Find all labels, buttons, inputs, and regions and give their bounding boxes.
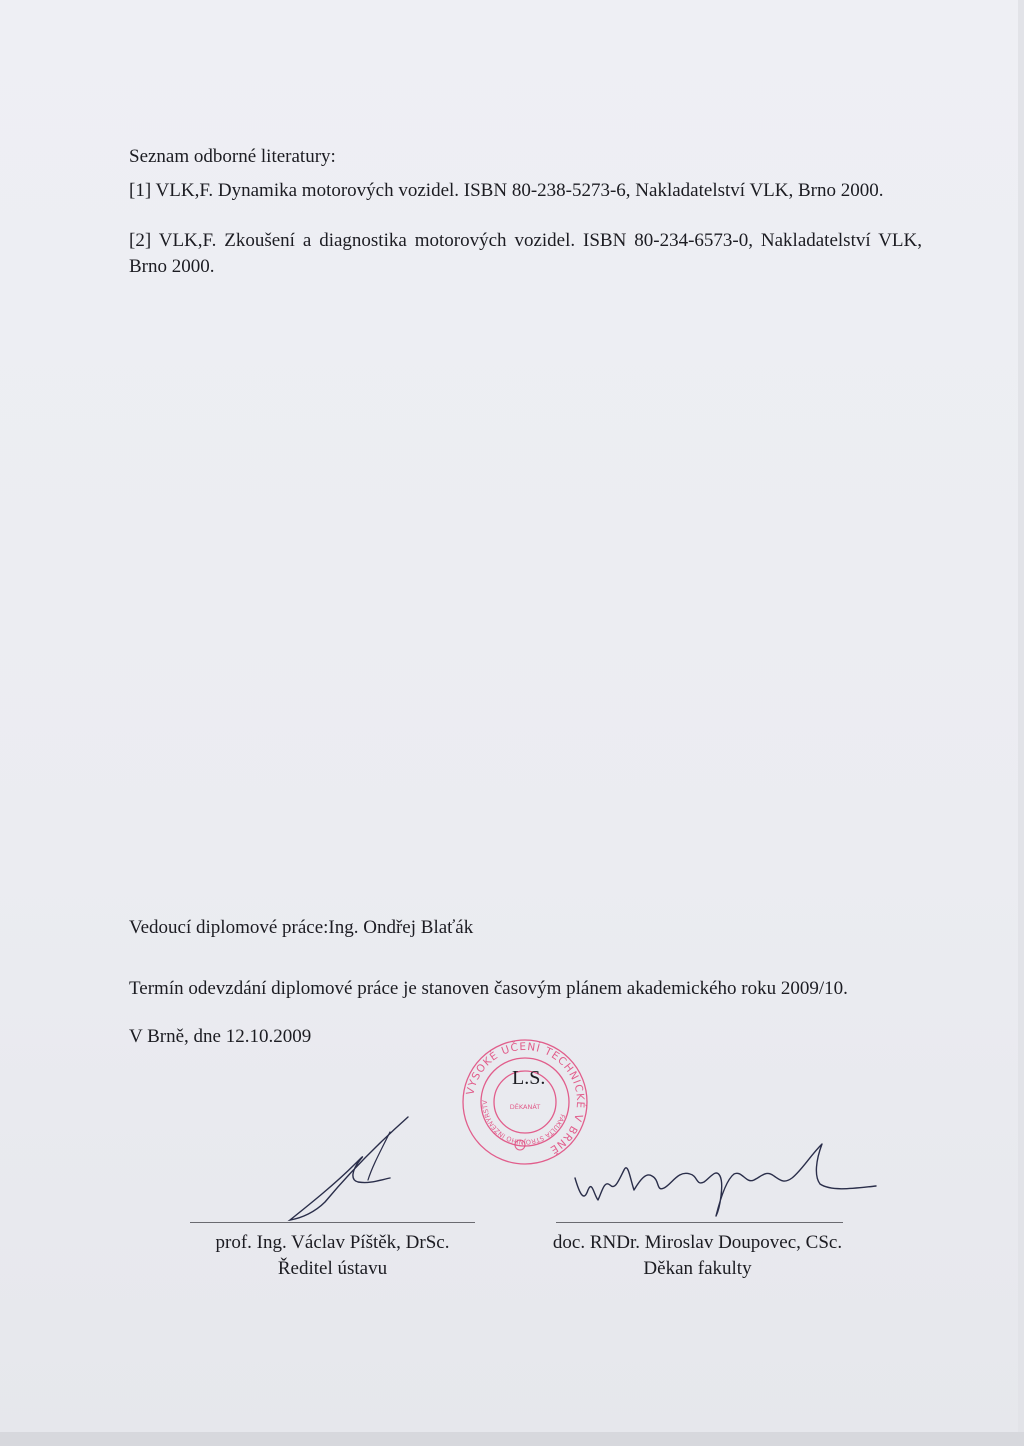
deadline-line: Termín odevzdání diplomové práce je stanoven časovým plánem akademického roku 2009/10. [129,978,848,999]
signatory-right [545,1230,850,1282]
signatory-name: prof. Ing. Václav Píštěk, DrSc. [215,1232,450,1253]
reference-item: [2] VLK,F. Zkoušení a diagnostika motorových vozidel. ISBN 80-234-6573-0, Nakladatelství VLK, Brno 2000. [129,230,922,277]
signatory-role: Ředitel ústavu [277,1258,388,1279]
stamp-inner-text: FAKULTA STROJNÍHO INŽENÝRSTV [480,1100,567,1147]
supervisor-line: Vedoucí diplomové práce:Ing. Ondřej Blaťák [129,917,474,938]
stamp-center-text: DĚKANÁT [509,1103,541,1111]
page-edge-bottom [0,1432,1024,1446]
ls-mark: L.S. [512,1067,546,1089]
signature-line [556,1222,843,1223]
literature-heading: Seznam odborné literatury: [129,146,336,167]
signatory-role: Děkan fakulty [643,1258,752,1279]
signature-right [570,1140,880,1220]
signatory-left [180,1230,485,1282]
signature-line [190,1222,475,1223]
place-date: V Brně, dne 12.10.2009 [129,1026,312,1047]
page-edge-right [1018,0,1024,1446]
signature-left [280,1112,420,1222]
signatory-name: doc. RNDr. Miroslav Doupovec, CSc. [552,1232,843,1253]
reference-item: [1] VLK,F. Dynamika motorových vozidel. ISBN 80-238-5273-6, Nakladatelství VLK, Brno 2000. [129,180,884,201]
stamp-ring-text: VYSOKÉ UČENÍ TECHNICKÉ V BRNĚ [464,1040,587,1157]
